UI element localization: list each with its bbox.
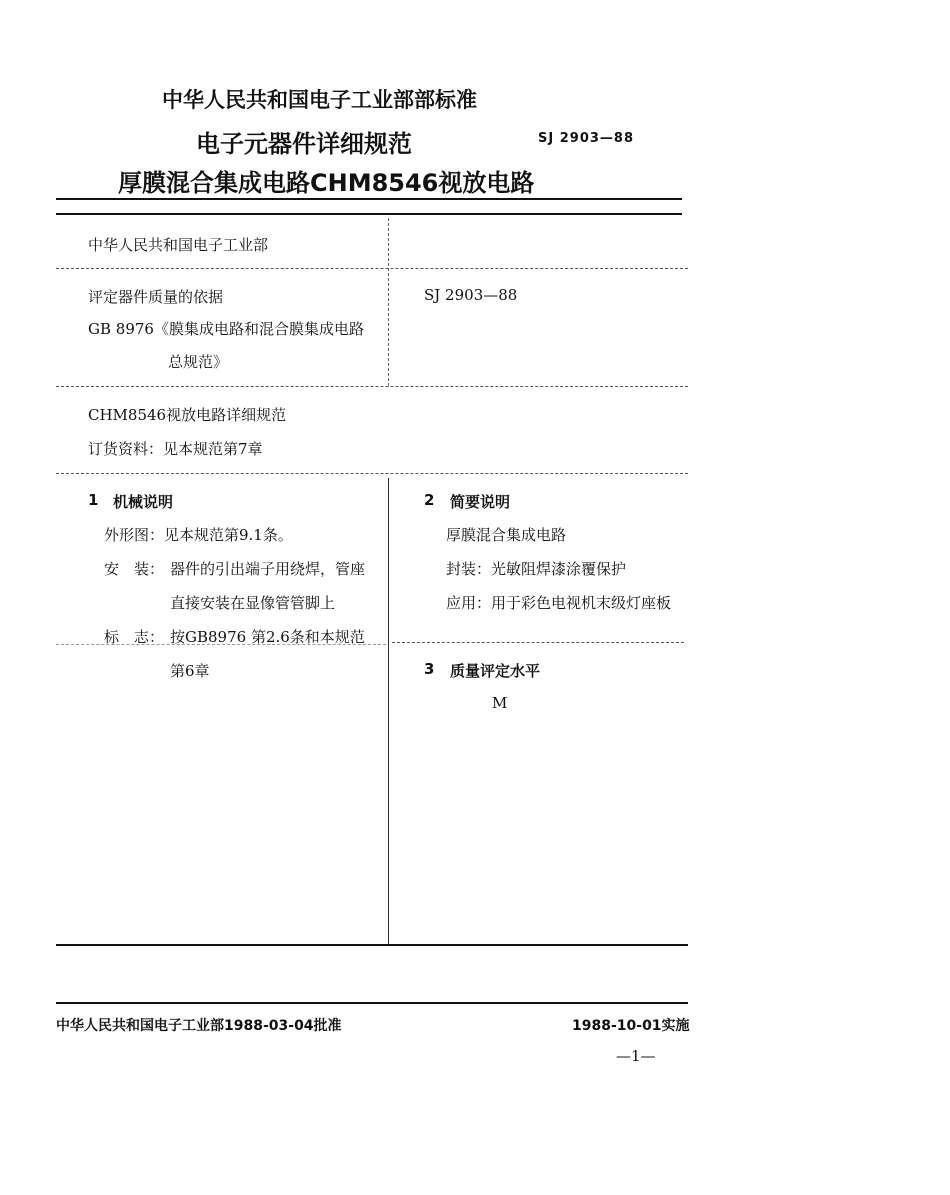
section1-faint-rule [56, 644, 386, 645]
install-text-cont: 直接安装在显像管管脚上 [170, 594, 336, 612]
approval-statement: 中华人民共和国电子工业部1988-03-04批准 [56, 1018, 342, 1034]
section2-line1: 厚膜混合集成电路 [446, 526, 567, 544]
title-line-2: 厚膜混合集成电路CHM8546视放电路 [118, 169, 535, 197]
mark-text-cont: 第6章 [170, 662, 210, 680]
title-line-1: 电子元器件详细规范 [196, 130, 412, 158]
header-rule-bottom [56, 213, 682, 215]
body-rule-bottom [56, 944, 688, 946]
section3-heading: 质量评定水平 [450, 662, 541, 680]
quality-level: M [492, 694, 508, 712]
mark-text: 按GB8976 第2.6条和本规范 [170, 628, 365, 646]
page-number: —1— [616, 1047, 656, 1065]
standard-line: 中华人民共和国电子工业部部标准 [162, 88, 477, 112]
section1-number: 1 [88, 491, 99, 509]
info-rule-3 [56, 473, 688, 474]
section3-number: 3 [424, 660, 435, 678]
basis-standard-cont: 总规范》 [168, 353, 229, 371]
info-rule-1 [56, 268, 688, 269]
standard-code: SJ 2903—88 [538, 131, 634, 146]
section2-rule [392, 642, 684, 643]
section1-heading: 机械说明 [113, 493, 174, 511]
outline-drawing: 外形图：见本规范第9.1条。 [104, 526, 293, 544]
section2-number: 2 [424, 491, 435, 509]
header-rule-top [56, 198, 682, 200]
order-info: 订货资料：见本规范第7章 [88, 440, 263, 458]
mark-label: 标 志： [104, 628, 165, 646]
issuer: 中华人民共和国电子工业部 [88, 236, 269, 254]
install-text: 器件的引出端子用绕焊，管座 [170, 560, 366, 578]
info-divider [388, 218, 389, 386]
spec-code: SJ 2903—88 [424, 286, 518, 304]
section2-line3: 应用：用于彩色电视机末级灯座板 [446, 594, 672, 612]
section2-heading: 简要说明 [450, 493, 511, 511]
spec-name: CHM8546视放电路详细规范 [88, 406, 287, 424]
install-label: 安 装： [104, 560, 165, 578]
basis-standard: GB 8976《膜集成电路和混合膜集成电路 [88, 320, 364, 338]
column-divider [388, 478, 389, 944]
footer-rule [56, 1002, 688, 1004]
section2-line2: 封装：光敏阻焊漆涂覆保护 [446, 560, 627, 578]
effective-date: 1988-10-01实施 [572, 1018, 690, 1034]
basis-label: 评定器件质量的依据 [88, 288, 224, 306]
info-rule-2 [56, 386, 688, 387]
